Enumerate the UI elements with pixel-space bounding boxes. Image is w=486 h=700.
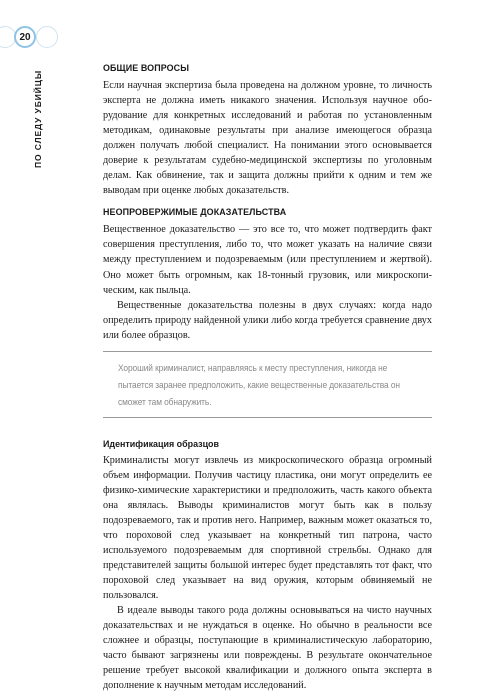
- paragraph: Вещественное доказательство — это все то, что может подтвердить факт совершения преступления, либо то, что может указать на наличие связи между преступлением и подозреваемым (или преступлением и жертвой). Оно может быть огромным, как 18-тонный грузовик, или микроскопи-ческим, как пыльца.: [103, 224, 432, 296]
- pull-quote-text: Хороший криминалист, направляясь к месту преступления, никогда не пытается заранее предположить, какие вещественные доказательства он сможет там обнаружить.: [118, 362, 400, 407]
- paragraph: Вещественные доказательства полезны в двух случаях: когда надо определить природу найденной улики либо когда требуется сравнение двух или более образцов.: [103, 299, 432, 341]
- section-heading-general: ОБЩИЕ ВОПРОСЫ: [103, 63, 190, 74]
- page-number-circle: [14, 26, 36, 48]
- decorative-circle: [36, 26, 58, 48]
- section-heading-identification: Идентификация образцов: [103, 438, 220, 450]
- page-number-marker: [0, 26, 70, 50]
- pull-quote: [103, 351, 432, 418]
- paragraph: Если научная экспертиза была проведена на должном уровне, то личность эксперта не должна иметь никакого значения. Используя научное обо-рудование для конкретных исследований и работая по установленным методикам, одинаковые результаты при анализе имеющегося образца должен получать любой специалист. На понимании этого основывается доверие к результатам судебно-медицинской экспертизы по уголовным делам. Как обвинение, так и защита должны прийти к одним и тем же выводам при оценке любых доказательств.: [103, 80, 432, 197]
- page-number: 20: [19, 31, 31, 43]
- paragraph: Криминалисты могут извлечь из микроскопического образца огромный объем информации. Получив частицу пластика, они могут определить ее физико-химические характеристики и предположить, часть какого объекта она являлась. Выводы криминалистов могут быть как в пользу подозреваемого, так и против него. Например, важным может оказаться то, что пороховой след указывает на конкретный тип патрона, часто используемого подозреваемым для спортивной стрельбы. Однако для представителей защиты большой интерес будет представлять тот факт, что пороховой след указывает на вид оружия, которым обвиняемый не пользовался.: [103, 454, 432, 602]
- paragraph: В идеале выводы такого рода должны основываться на чисто научных доказательствах и не нуждаться в оценке. Но обычно в реальности все сложнее и образцы, поступающие в криминалистическую лабораторию, часто бывают загрязнены или повреждены. В результате окончательное решение требует высокой квалификации и должного опыта эксперта в дополнение к научным методам исследований.: [103, 605, 432, 692]
- running-head: ПО СЛЕДУ УБИЙЦЫ: [33, 69, 43, 168]
- page-content: [103, 62, 432, 694]
- section-heading-irrefutable: НЕОПРОВЕРЖИМЫЕ ДОКАЗАТЕЛЬСТВА: [103, 207, 287, 219]
